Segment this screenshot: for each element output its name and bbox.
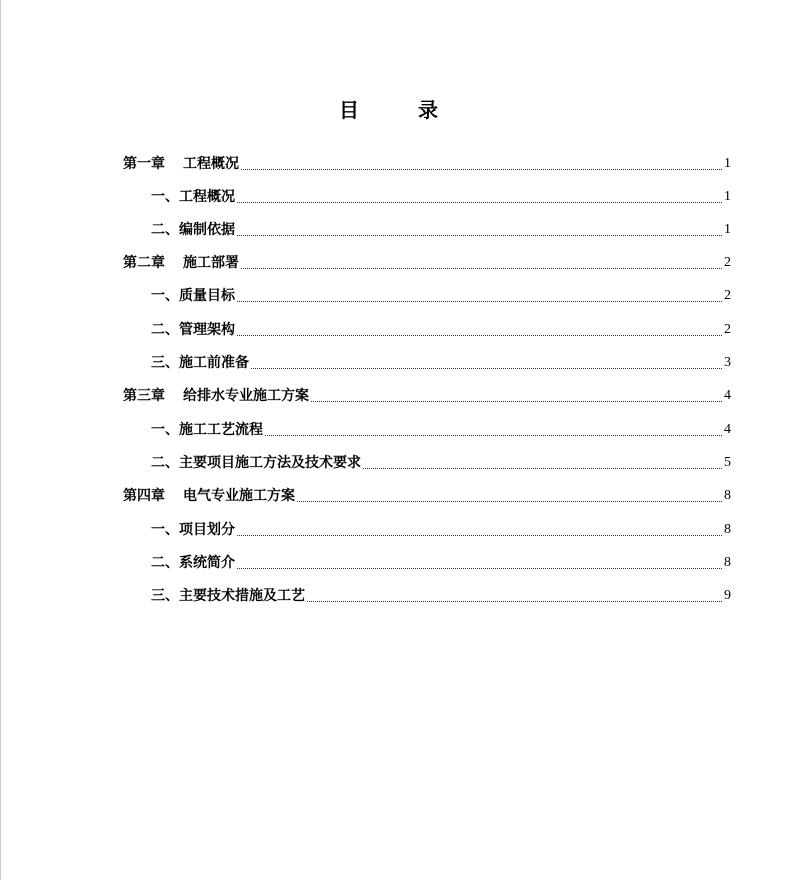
- toc-dot-leader: [251, 368, 722, 369]
- toc-page-number: 8: [724, 522, 731, 537]
- toc-page-number: 2: [724, 322, 731, 337]
- toc-dot-leader: [237, 335, 722, 336]
- toc-page-number: 3: [724, 355, 731, 370]
- toc-entry-label: 施工部署: [183, 255, 239, 271]
- toc-entry-label: 一、施工工艺流程: [151, 422, 263, 438]
- toc-entry-label: 二、系统简介: [151, 555, 235, 571]
- toc-page-number: 5: [724, 455, 731, 470]
- toc-page-number: 8: [724, 488, 731, 503]
- toc-page-number: 1: [724, 189, 731, 204]
- toc-page-number: 4: [724, 422, 731, 437]
- toc-chapter-number: 第一章: [123, 156, 165, 172]
- toc-dot-leader: [237, 202, 722, 203]
- toc-entry-label: 工程概况: [183, 156, 239, 172]
- toc-dot-leader: [237, 301, 722, 302]
- toc-entry-label: 二、编制依据: [151, 222, 235, 238]
- toc-dot-leader: [363, 468, 722, 469]
- toc-entry-section[interactable]: [151, 549, 731, 573]
- toc-entry-section[interactable]: [151, 516, 731, 540]
- toc-entry-section[interactable]: [151, 183, 731, 207]
- toc-entry-section[interactable]: [151, 449, 731, 473]
- toc-entry-section[interactable]: [151, 316, 731, 340]
- toc-entry-label: 一、工程概况: [151, 189, 235, 205]
- toc-title: 目 录: [339, 98, 464, 122]
- toc-dot-leader: [237, 235, 722, 236]
- toc-page-number: 2: [724, 255, 731, 270]
- toc-entry-label: 三、施工前准备: [151, 355, 249, 371]
- toc-entry-chapter-2[interactable]: [123, 249, 731, 273]
- toc-chapter-number: 第三章: [123, 388, 165, 404]
- toc-dot-leader: [311, 401, 722, 402]
- toc-entry-section[interactable]: [151, 216, 731, 240]
- toc-entry-chapter-3[interactable]: [123, 382, 731, 406]
- toc-entry-section[interactable]: [151, 582, 731, 606]
- toc-dot-leader: [237, 568, 722, 569]
- toc-page-number: 8: [724, 555, 731, 570]
- toc-entry-label: 二、主要项目施工方法及技术要求: [151, 455, 361, 471]
- toc-entry-section[interactable]: [151, 282, 731, 306]
- toc-chapter-number: 第四章: [123, 488, 165, 504]
- toc-entry-chapter-1[interactable]: [123, 150, 731, 174]
- toc-dot-leader: [265, 435, 722, 436]
- toc-entry-chapter-4[interactable]: [123, 482, 731, 506]
- toc-page-number: 4: [724, 388, 731, 403]
- toc-entry-label: 二、管理架构: [151, 322, 235, 338]
- toc-dot-leader: [241, 268, 722, 269]
- toc-entry-section[interactable]: [151, 349, 731, 373]
- toc-dot-leader: [237, 535, 722, 536]
- toc-chapter-number: 第二章: [123, 255, 165, 271]
- page-left-edge: [0, 0, 1, 880]
- toc-entry-label: 一、质量目标: [151, 288, 235, 304]
- toc-dot-leader: [297, 501, 722, 502]
- toc-entry-section[interactable]: [151, 416, 731, 440]
- toc-entry-label: 三、主要技术措施及工艺: [151, 588, 305, 604]
- toc-dot-leader: [307, 601, 722, 602]
- toc-entry-label: 给排水专业施工方案: [183, 388, 309, 404]
- toc-page-number: 1: [724, 156, 731, 171]
- toc-page-number: 9: [724, 588, 731, 603]
- toc-entry-label: 一、项目划分: [151, 522, 235, 538]
- toc-dot-leader: [241, 169, 722, 170]
- toc-page-number: 1: [724, 222, 731, 237]
- toc-entry-label: 电气专业施工方案: [183, 488, 295, 504]
- toc-page-number: 2: [724, 288, 731, 303]
